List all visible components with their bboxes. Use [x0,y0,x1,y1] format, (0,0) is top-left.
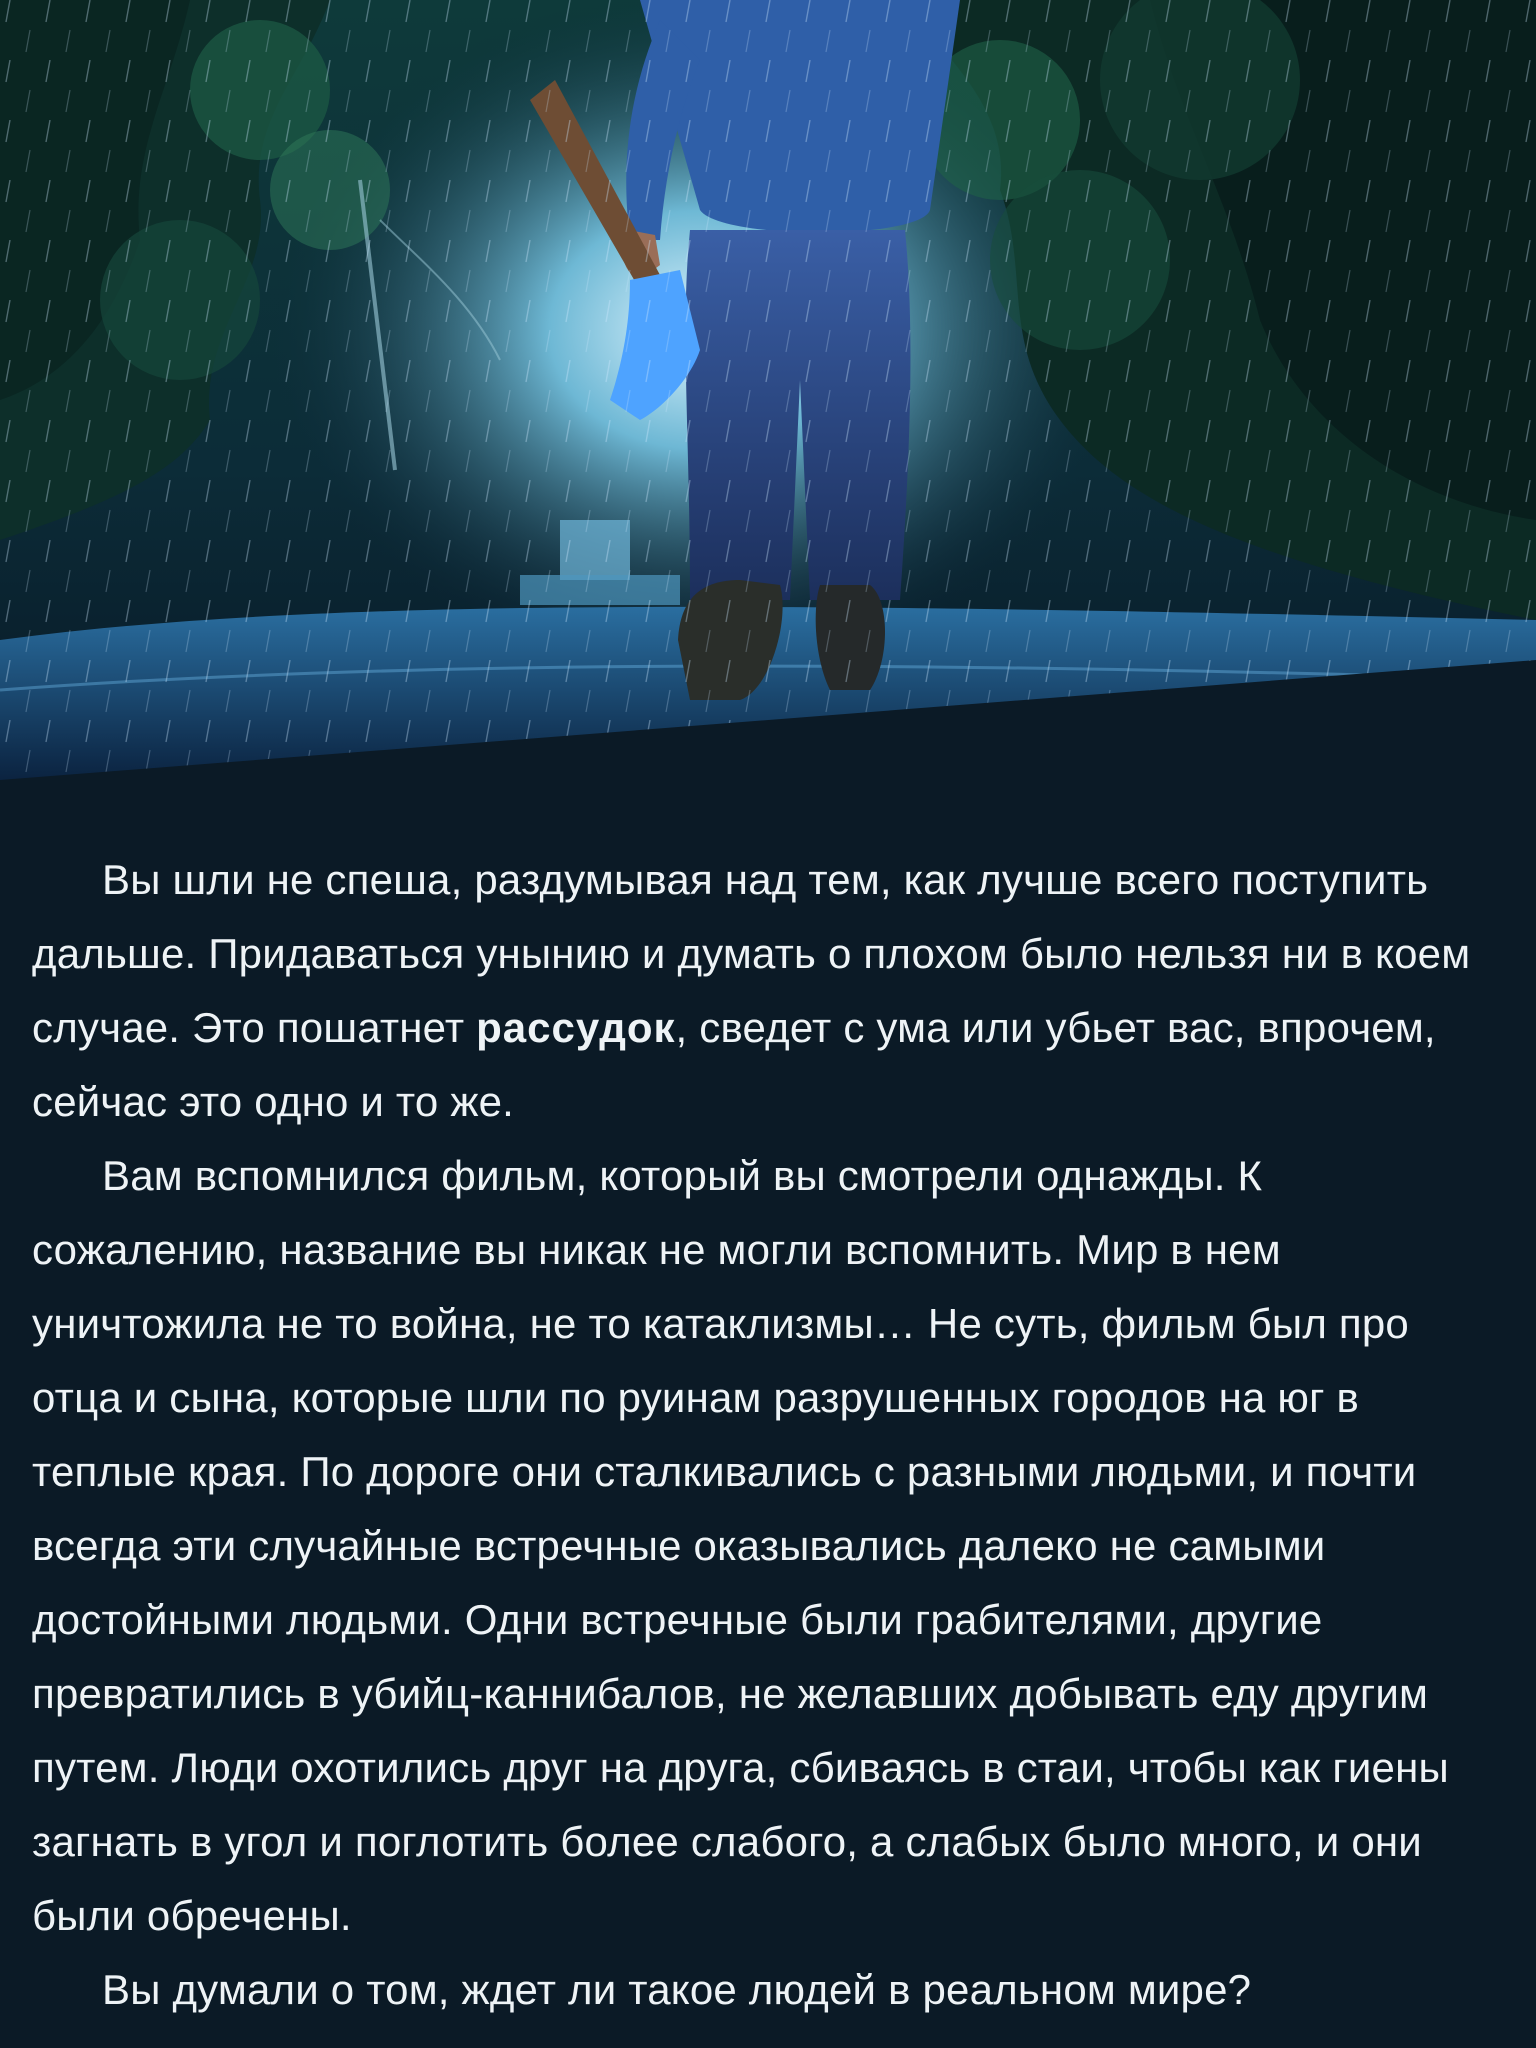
story-paragraph [32,843,1502,1139]
story-text [32,843,1502,2027]
rainy-road-scene [0,0,1536,780]
story-illustration [0,0,1536,780]
story-text-segment: , сведет с ума или убьет вас, впрочем, сейчас это одно и то же. [32,1004,1436,1125]
story-text-segment: Вы шли не спеша, раздумывая над тем, как лучше всего поступить дальше. Придаваться унынию и думать о плохом было нельзя ни в коем случае. Это пошатнет [32,856,1471,1051]
story-paragraph: Вам вспомнился фильм, который вы смотрели однажды. К сожалению, название вы никак не могли вспомнить. Мир в нем уничтожила не то война, не то катаклизмы… Не суть, фильм был про отца и сына, которые шли по руинам разрушенных городов на юг в теплые края. По дороге они сталкивались с разными людьми, и почти всегда эти случайные встречные оказывались далеко не самыми достойными людьми. Одни встречные были грабителями, другие превратились в убийц-каннибалов, не желавших добывать еду другим путем. Люди охотились друг на друга, сбиваясь в стаи, чтобы как гиены загнать в угол и поглотить более слабого, а слабых было много, и они были обречены. [32,1152,1449,1939]
story-paragraph: Вы думали о том, ждет ли такое людей в реальном мире? [102,1966,1252,2013]
sanity-keyword: рассудок [476,1004,676,1051]
